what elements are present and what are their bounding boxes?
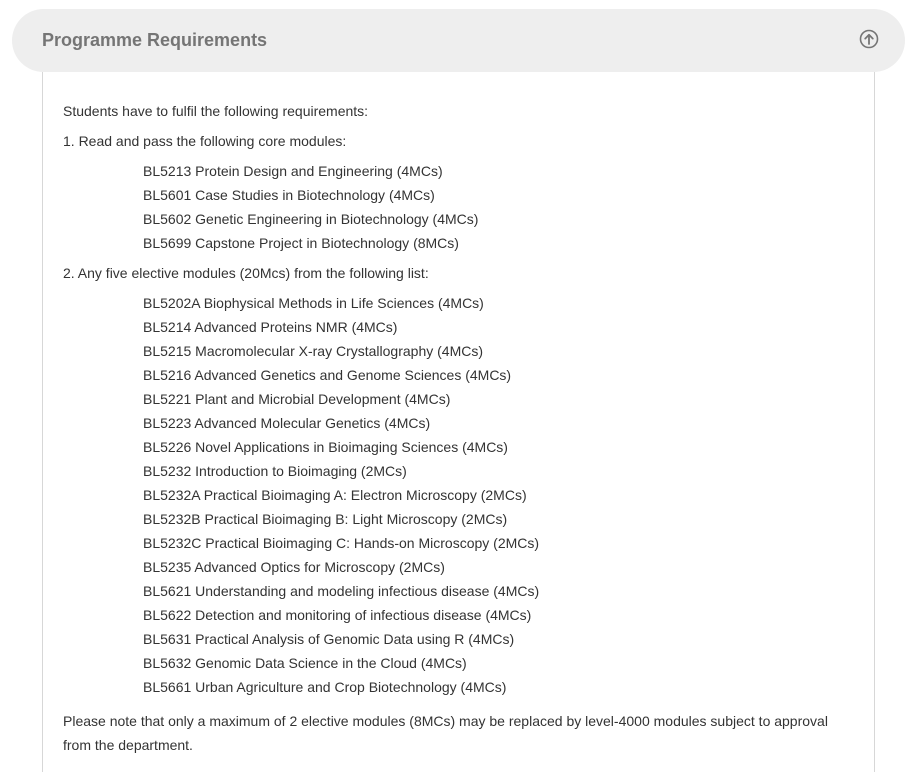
module-list-item: BL5661 Urban Agriculture and Crop Biotechnology (4MCs) (143, 679, 507, 695)
module-list-item: BL5631 Practical Analysis of Genomic Data using R (4MCs) (143, 631, 515, 647)
module-list-item: BL5202A Biophysical Methods in Life Sciences (4MCs) (143, 295, 484, 311)
module-list-item: BL5232C Practical Bioimaging C: Hands-on Microscopy (2MCs) (143, 535, 540, 551)
accordion-header[interactable] (12, 9, 905, 72)
elective-modules-heading: 2. Any five elective modules (20Mcs) from the following list: (63, 265, 429, 281)
note-text: Please note that only a maximum of 2 elective modules (8MCs) may be replaced by level-4000 modules subject to approval from the department. (63, 713, 828, 753)
requirements-content (63, 99, 853, 757)
module-list-item: BL5213 Protein Design and Engineering (4MCs) (143, 163, 443, 179)
module-list-item: BL5226 Novel Applications in Bioimaging Sciences (4MCs) (143, 439, 508, 455)
module-list-item: BL5601 Case Studies in Biotechnology (4MCs) (143, 187, 435, 203)
module-list-item: BL5235 Advanced Optics for Microscopy (2MCs) (143, 559, 445, 575)
core-module-list (63, 159, 853, 255)
module-list-item: BL5223 Advanced Molecular Genetics (4MCs) (143, 415, 431, 431)
module-list-item: BL5622 Detection and monitoring of infectious disease (4MCs) (143, 607, 532, 623)
module-list-item: BL5699 Capstone Project in Biotechnology (8MCs) (143, 235, 459, 251)
elective-module-list (63, 291, 853, 699)
module-list-item: BL5221 Plant and Microbial Development (4MCs) (143, 391, 451, 407)
module-list-item: BL5216 Advanced Genetics and Genome Sciences (4MCs) (143, 367, 512, 383)
module-list-item: BL5632 Genomic Data Science in the Cloud (4MCs) (143, 655, 467, 671)
module-list-item: BL5215 Macromolecular X-ray Crystallography (4MCs) (143, 343, 484, 359)
module-list-item: BL5232B Practical Bioimaging B: Light Microscopy (2MCs) (143, 511, 508, 527)
module-list-item: BL5232 Introduction to Bioimaging (2MCs) (143, 463, 407, 479)
module-list-item: BL5232A Practical Bioimaging A: Electron Microscopy (2MCs) (143, 487, 527, 503)
module-list-item: BL5621 Understanding and modeling infectious disease (4MCs) (143, 583, 540, 599)
core-modules-heading: 1. Read and pass the following core modules: (63, 133, 347, 149)
circle-arrow-up-icon[interactable] (859, 29, 879, 49)
module-list-item: BL5602 Genetic Engineering in Biotechnology (4MCs) (143, 211, 479, 227)
intro-text: Students have to fulfil the following requirements: (63, 103, 369, 119)
module-list-item: BL5214 Advanced Proteins NMR (4MCs) (143, 319, 398, 335)
accordion-panel (42, 72, 875, 772)
accordion-title: Programme Requirements (42, 30, 268, 50)
